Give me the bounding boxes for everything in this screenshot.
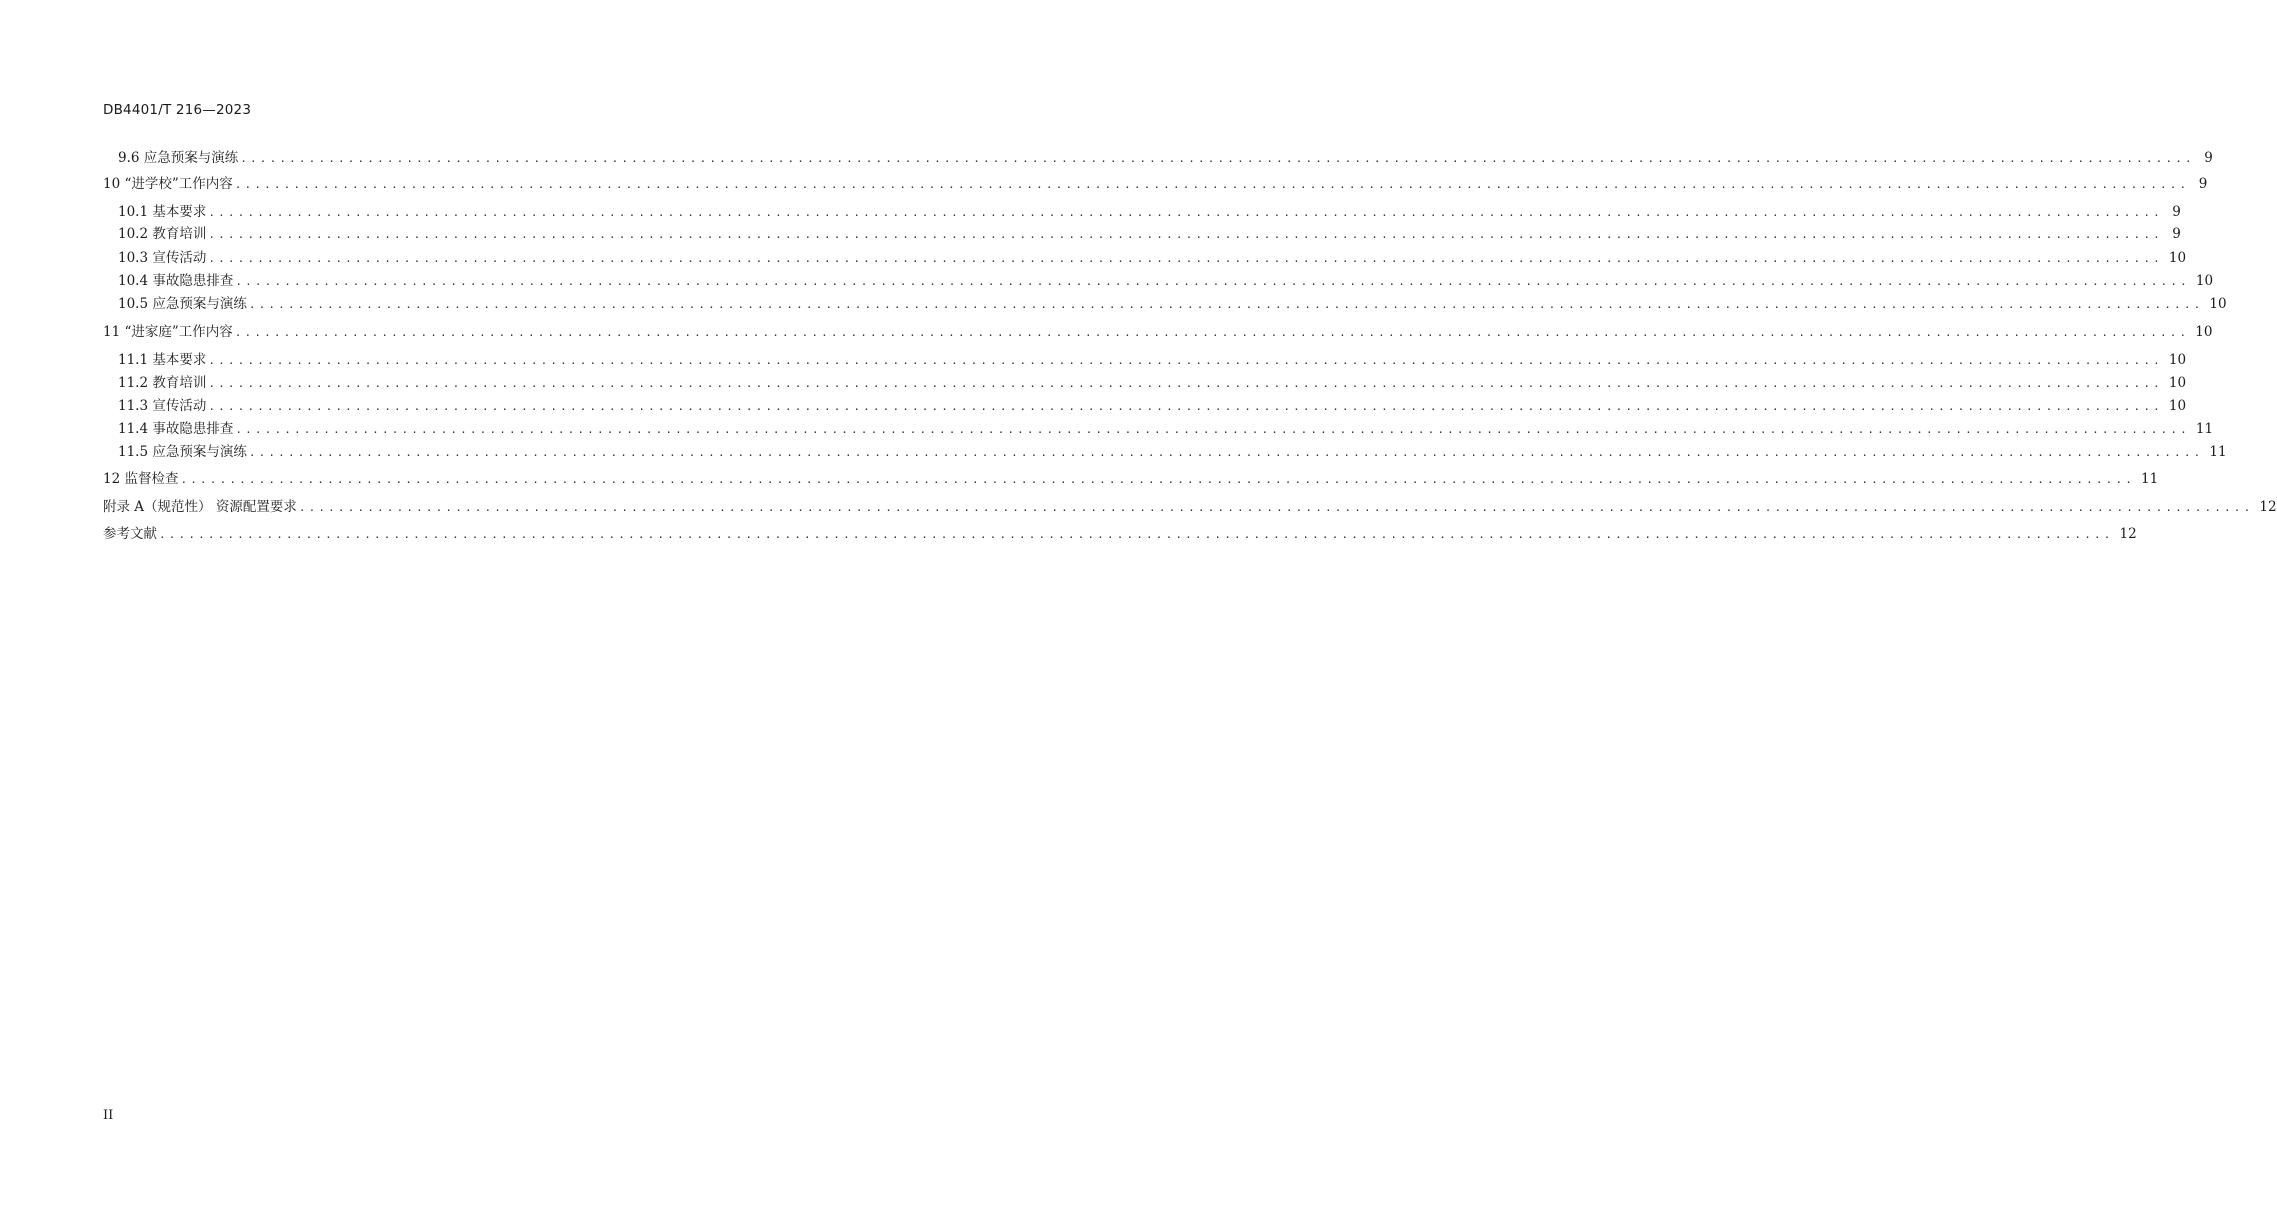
toc-entry-page: 10 xyxy=(2168,398,2187,414)
toc-leader-dots: ........................................................................................................................................................................................................ xyxy=(159,528,2114,541)
toc-entry-page: 10 xyxy=(2209,296,2227,312)
toc-entry-label: 11.2 教育培训 xyxy=(118,375,207,391)
toc-entry-page: 10 xyxy=(2168,352,2187,368)
toc-entry-page: 9 xyxy=(2172,226,2181,242)
toc-leader-dots: ........................................................................................................................................................................................................ xyxy=(235,423,2190,436)
toc-entry-page: 10 xyxy=(2195,324,2213,340)
toc-leader-dots: ........................................................................................................................................................................................................ xyxy=(208,206,2163,219)
toc-entry-page: 10 xyxy=(2168,250,2187,266)
toc-leader-dots: ........................................................................................................................................................................................................ xyxy=(208,228,2163,241)
toc-entry-label: 10.2 教育培训 xyxy=(118,226,207,242)
toc-entry[interactable] xyxy=(118,246,2187,266)
document-code: DB4401/T 216—2023 xyxy=(103,102,252,118)
toc-entry-label: 10.5 应急预案与演练 xyxy=(118,296,247,312)
toc-entry-page: 10 xyxy=(2168,375,2187,391)
toc-entry[interactable] xyxy=(118,269,2214,289)
toc-leader-dots: ........................................................................................................................................................................................................ xyxy=(234,178,2190,191)
page-number: II xyxy=(103,1108,114,1123)
toc-leader-dots: ........................................................................................................................................................................................................ xyxy=(208,400,2163,413)
toc-entry[interactable] xyxy=(118,200,2181,220)
toc-entry[interactable] xyxy=(118,417,2214,437)
toc-entry-page: 10 xyxy=(2195,273,2214,289)
toc-entry-label: 11.1 基本要求 xyxy=(118,352,207,368)
toc-entry-page: 9 xyxy=(2198,176,2208,192)
toc-leader-dots: ........................................................................................................................................................................................................ xyxy=(248,446,2204,459)
toc-leader-dots: ........................................................................................................................................................................................................ xyxy=(248,298,2204,311)
toc-leader-dots: ........................................................................................................................................................................................................ xyxy=(234,326,2190,339)
toc-entry-label: 10 “进学校”工作内容 xyxy=(103,176,233,192)
toc-entry-page: 9 xyxy=(2204,150,2213,166)
toc-leader-dots: ........................................................................................................................................................................................................ xyxy=(208,252,2163,265)
toc-leader-dots: ........................................................................................................................................................................................................ xyxy=(298,501,2254,514)
toc-entry-page: 12 xyxy=(2259,499,2277,515)
toc-entry-label: 附录 A（规范性） 资源配置要求 xyxy=(103,499,297,515)
toc-entry[interactable] xyxy=(118,394,2187,414)
toc-leader-dots: ........................................................................................................................................................................................................ xyxy=(240,152,2195,165)
toc-entry[interactable] xyxy=(103,522,2137,542)
toc-leader-dots: ........................................................................................................................................................................................................ xyxy=(208,354,2163,367)
toc-entry[interactable] xyxy=(118,348,2187,368)
toc-entry-page: 11 xyxy=(2141,471,2159,487)
toc-entry[interactable] xyxy=(103,320,2213,340)
toc-entry[interactable] xyxy=(103,467,2159,487)
toc-entry[interactable] xyxy=(118,292,2227,312)
toc-entry-page: 9 xyxy=(2172,204,2181,220)
toc-entry[interactable] xyxy=(118,440,2227,460)
toc-entry-label: 11.5 应急预案与演练 xyxy=(118,444,247,460)
toc-entry-label: 10.3 宣传活动 xyxy=(118,250,207,266)
toc-leader-dots: ........................................................................................................................................................................................................ xyxy=(235,275,2190,288)
toc-entry-page: 11 xyxy=(2195,421,2214,437)
toc-entry-page: 11 xyxy=(2209,444,2227,460)
toc-leader-dots: ........................................................................................................................................................................................................ xyxy=(208,377,2163,390)
toc-entry-label: 参考文献 xyxy=(103,526,157,542)
toc-entry-label: 10.1 基本要求 xyxy=(118,204,207,220)
toc-leader-dots: ........................................................................................................................................................................................................ xyxy=(180,473,2135,486)
toc-entry[interactable] xyxy=(103,172,2208,192)
toc-entry[interactable] xyxy=(103,495,2277,515)
toc-entry[interactable] xyxy=(118,222,2181,242)
toc-entry-label: 11.4 事故隐患排查 xyxy=(118,421,234,437)
toc-entry-page: 12 xyxy=(2119,526,2137,542)
toc-entry-label: 11.3 宣传活动 xyxy=(118,398,207,414)
toc-entry[interactable] xyxy=(118,371,2187,391)
toc-entry-label: 10.4 事故隐患排查 xyxy=(118,273,234,289)
toc-entry-label: 12 监督检查 xyxy=(103,471,179,487)
toc-entry[interactable] xyxy=(118,146,2213,166)
toc-entry-label: 11 “进家庭”工作内容 xyxy=(103,324,233,340)
toc-entry-label: 9.6 应急预案与演练 xyxy=(118,150,239,166)
